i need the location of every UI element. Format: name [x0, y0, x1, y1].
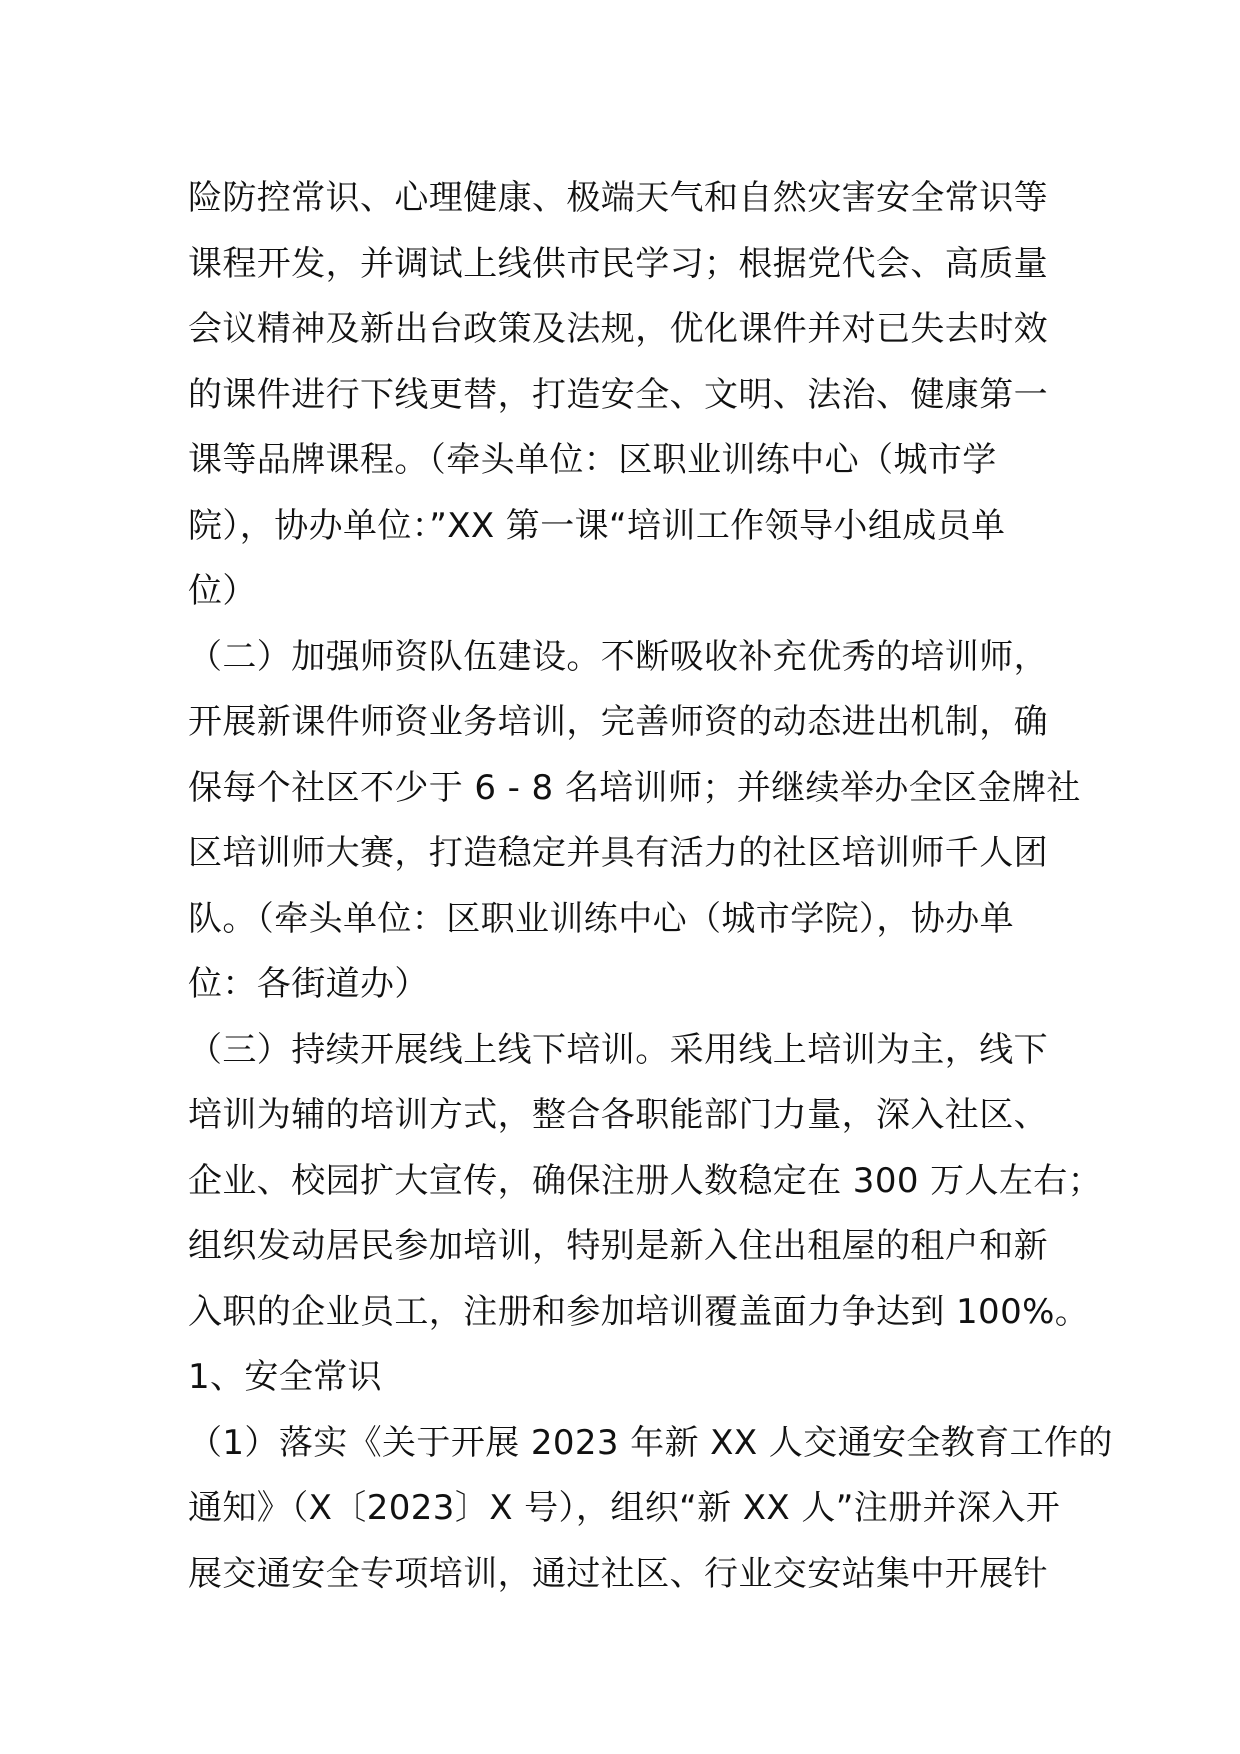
text-line: 课程开发，并调试上线供市民学习；根据党代会、高质量	[188, 243, 1048, 284]
text-line: 院），协办单位：”XX 第一课“培训工作领导小组成员单	[188, 505, 1006, 546]
text-line: 的课件进行下线更替，打造安全、文明、法治、健康第一	[188, 374, 1048, 415]
text-line: 组织发动居民参加培训，特别是新入住出租屋的租户和新	[188, 1226, 1048, 1266]
text-line: 培训为辅的培训方式，整合各职能部门力量，深入社区、	[188, 1095, 1048, 1135]
text-line: 队。（牵头单位：区职业训练中心（城市学院），协办单	[188, 898, 1014, 939]
text-line: 保每个社区不少于 6 - 8 名培训师；并继续举办全区金牌社	[188, 767, 1081, 808]
text-line: 入职的企业员工，注册和参加培训覆盖面力争达到 100%。	[188, 1291, 1090, 1332]
text-line: 位）	[188, 571, 257, 611]
text-line: 区培训师大赛，打造稳定并具有活力的社区培训师千人团	[188, 833, 1048, 873]
subsection-heading-line: 1、安全常识	[188, 1357, 383, 1397]
text-line: 课等品牌课程。（牵头单位：区职业训练中心（城市学	[188, 440, 997, 480]
text-line: 通知》（X〔2023〕X 号），组织“新 XX 人”注册并深入开	[188, 1488, 1061, 1528]
text-line: 开展新课件师资业务培训，完善师资的动态进出机制，确	[188, 702, 1048, 742]
text-line: 会议精神及新出台政策及法规，优化课件并对已失去时效	[188, 309, 1048, 349]
text-line: 企业、校园扩大宣传，确保注册人数稳定在 300 万人左右；	[188, 1160, 1103, 1201]
section-heading-line: （三）持续开展线上线下培训。采用线上培训为主，线下	[188, 1029, 1048, 1070]
document-body	[188, 166, 1113, 1607]
text-line: 位：各街道办）	[188, 964, 429, 1004]
text-line: 险防控常识、心理健康、极端天气和自然灾害安全常识等	[188, 178, 1048, 218]
text-line: （1）落实《关于开展 2023 年新 XX 人交通安全教育工作的	[188, 1422, 1113, 1463]
section-heading-line: （二）加强师资队伍建设。不断吸收补充优秀的培训师，	[188, 636, 1048, 677]
text-line: 展交通安全专项培训，通过社区、行业交安站集中开展针	[188, 1553, 1048, 1594]
